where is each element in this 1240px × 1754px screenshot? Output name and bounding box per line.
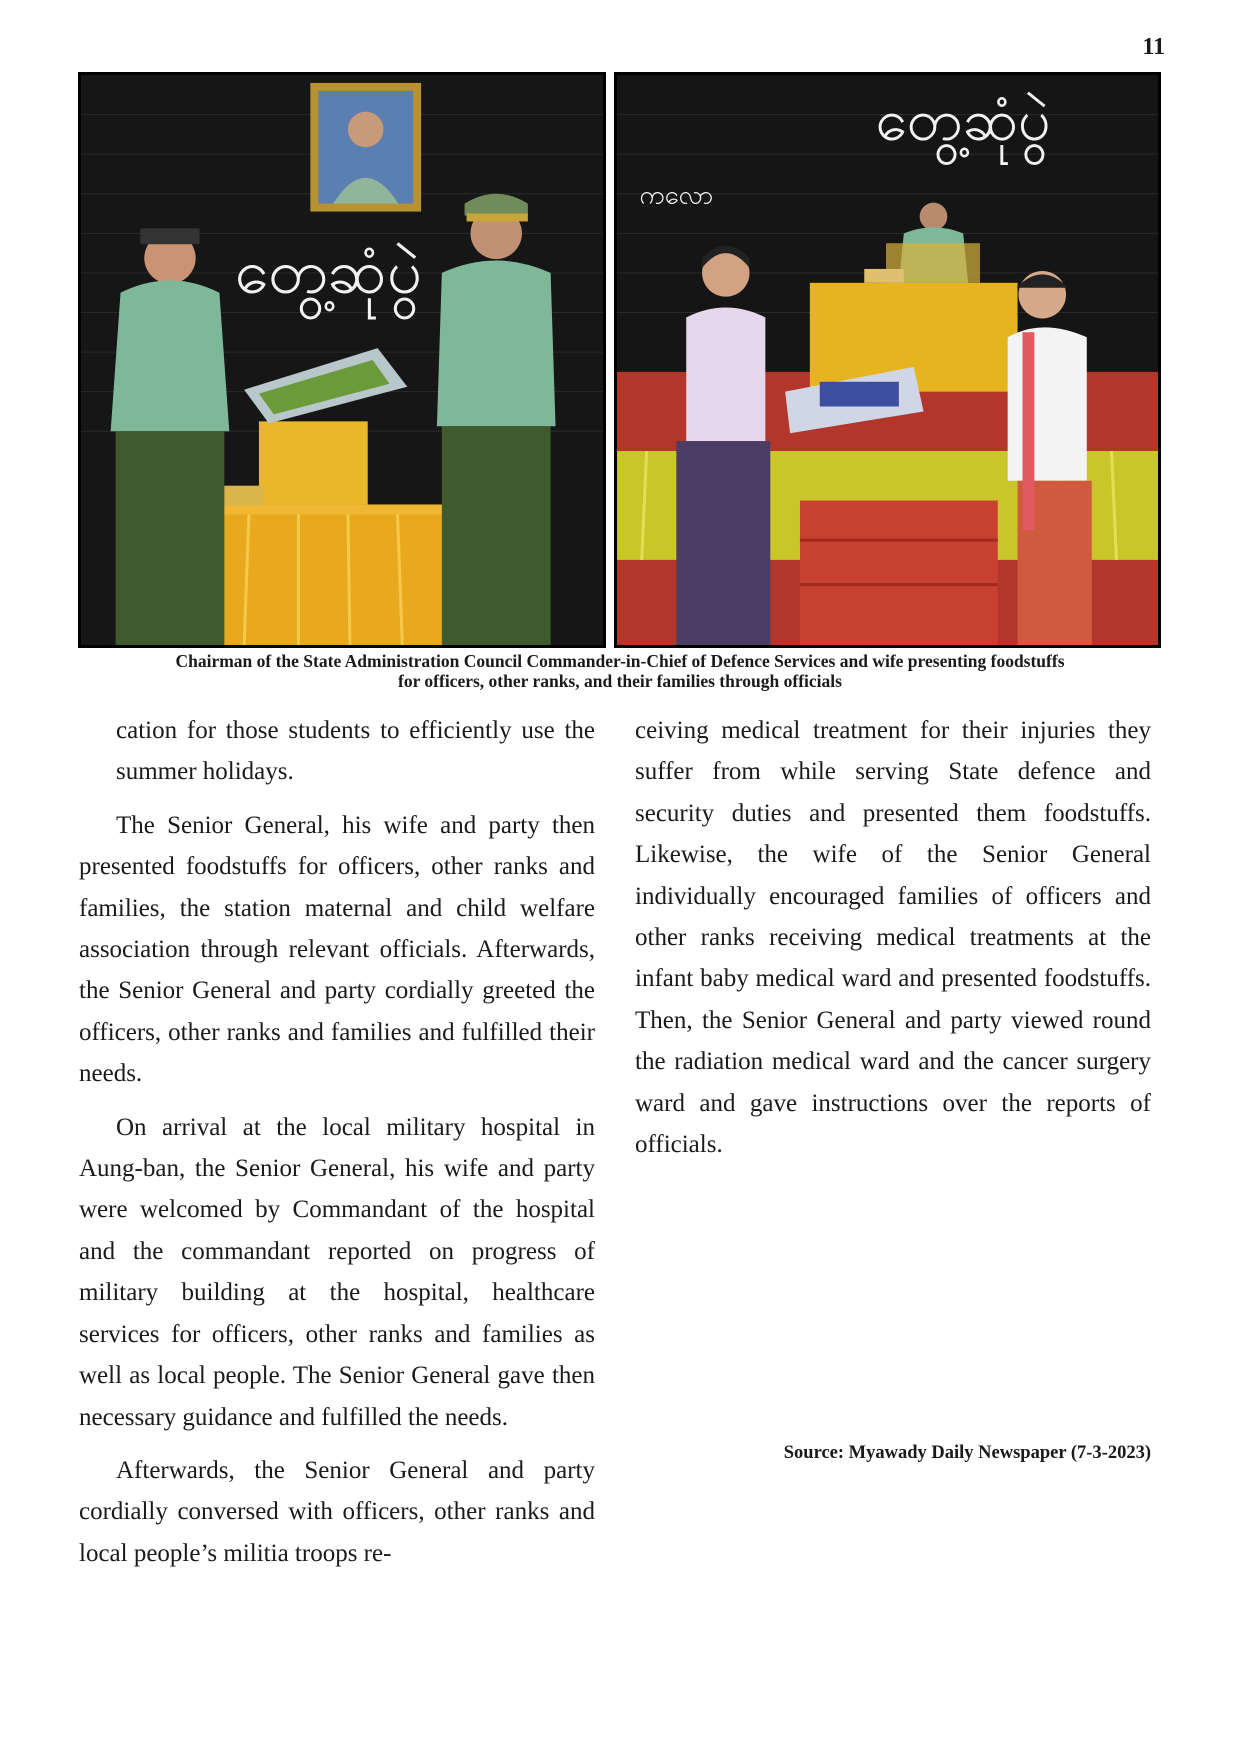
hall-sign-left: တွေ့ဆုံပွဲ: [234, 236, 422, 308]
article-left-column: [79, 710, 595, 1586]
photo-wife-presenting: [614, 72, 1161, 648]
article-paragraph: On arrival at the local military hospital in Aung-ban, the Senior General, his wife and party were welcomed by Commandant of the hospital and the commandant reported on progress of military building at the hospital, healthcare services for officers, other ranks and families as well as local people. The Senior General gave then necessary guidance and fulfilled the needs.: [79, 1113, 595, 1431]
article-paragraph: Afterwards, the Senior General and party cordially conversed with officers, other ranks and local people’s militia troops re-: [79, 1456, 595, 1567]
article-paragraph: cation for those students to efficiently use the summer holidays.: [116, 717, 595, 786]
article-right-column: [635, 710, 1151, 1177]
hall-sign-small: ကလော: [639, 180, 714, 211]
article-paragraph: ceiving medical treatment for their injuries they suffer from while serving State defence and security duties and presented them foodstuffs. Likewise, the wife of the Senior General individually encouraged families of officers and other ranks receiving medical treatments at the infant baby medical ward and presented foodstuffs. Then, the Senior General and party viewed round the radiation medical ward and the cancer surgery ward and gave instructions over the reports of officials.: [635, 717, 1151, 1159]
caption-line-1: Chairman of the State Administration Council Commander-in-Chief of Defence Services and wife presenting foodstuffs: [175, 651, 1065, 671]
caption-line-2: for officers, other ranks, and their families through officials: [398, 671, 842, 691]
article-paragraph: The Senior General, his wife and party then presented foodstuffs for officers, other ranks and families, the station maternal and child welfare association through relevant officials. Afterwards, the Senior General and party cordially greeted the officers, other ranks and families and fulfilled their needs.: [79, 811, 595, 1088]
photo-caption: [70, 651, 1170, 691]
hall-sign-right: တွေ့ဆုံပွဲ: [875, 86, 1051, 154]
photo-senior-general-presenting: [78, 72, 606, 648]
source-credit: Source: Myawady Daily Newspaper (7-3-2023): [783, 1443, 1151, 1463]
page-number: 11: [1142, 34, 1165, 60]
